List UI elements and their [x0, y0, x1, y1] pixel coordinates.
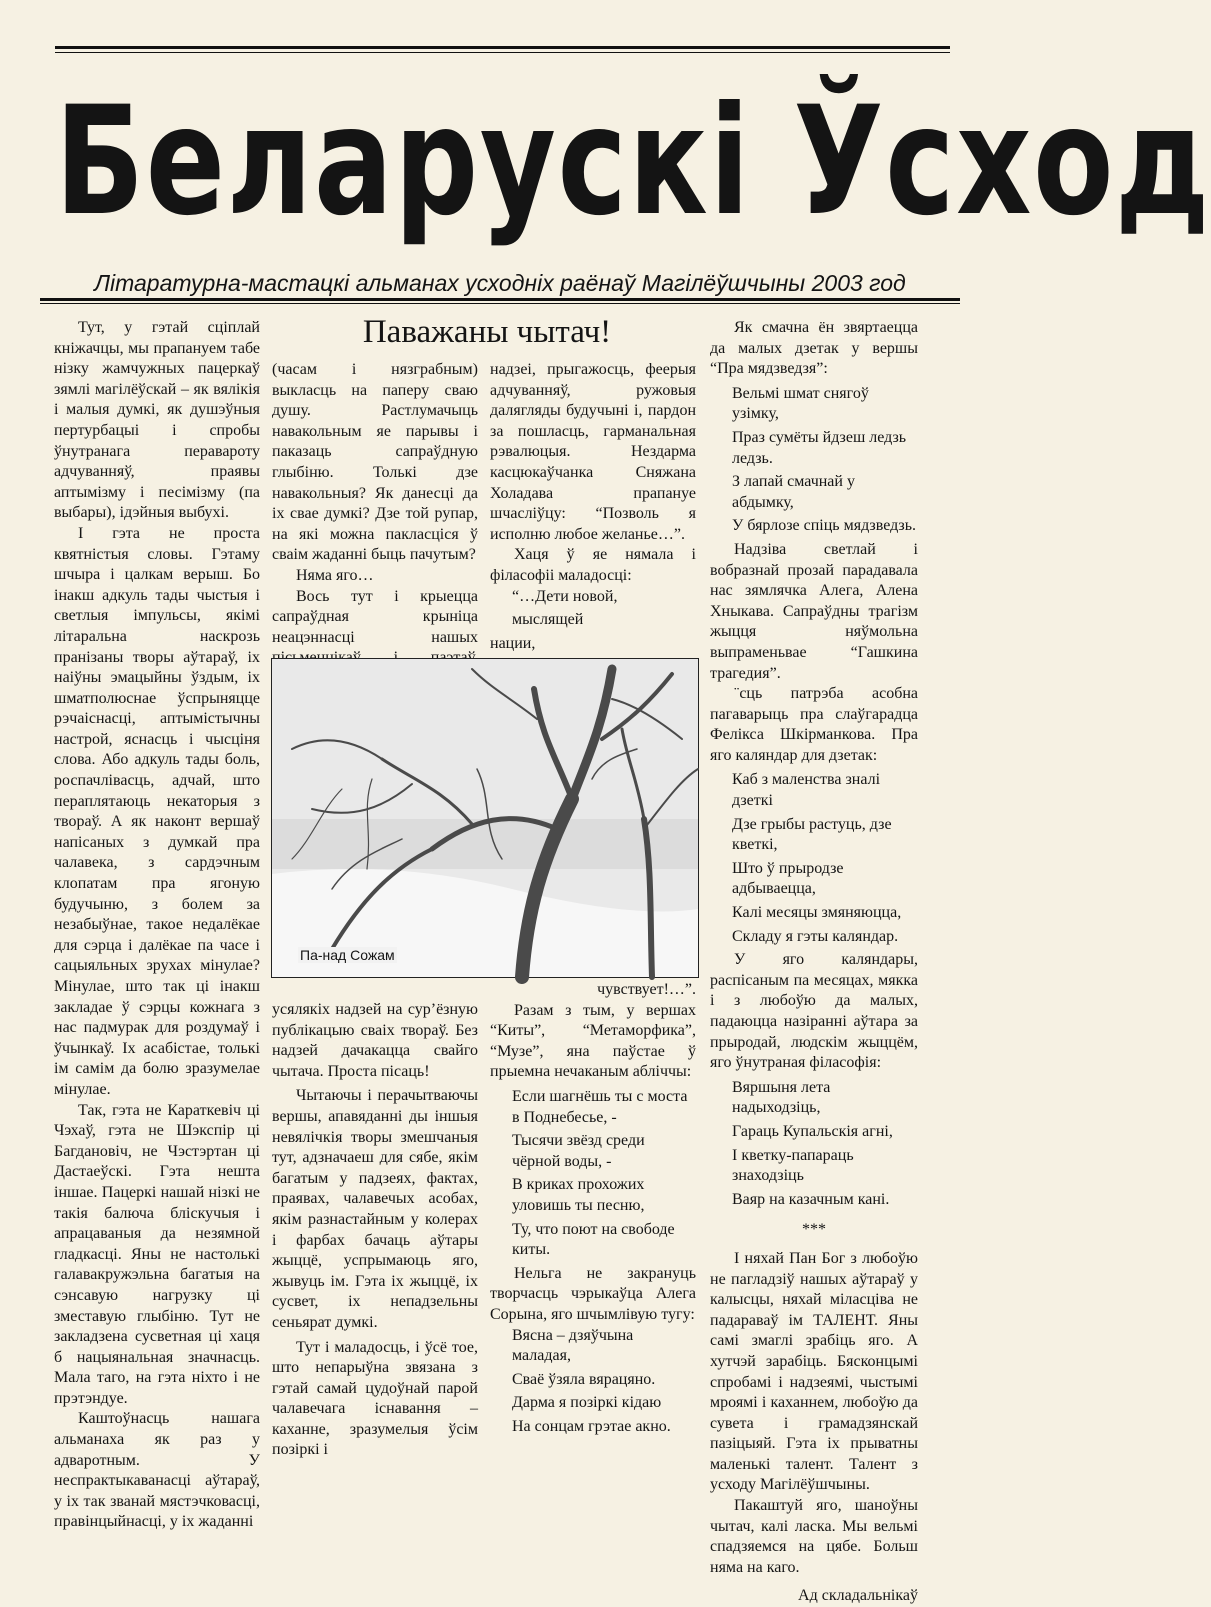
paragraph: ¨сць патрэба асобна пагаварыць пра слаўгарадца Фелікса Шкірманкова. Пра яго каляндар для дзетак:	[710, 685, 918, 764]
column-3-top	[490, 360, 696, 705]
paragraph: Каштоўнасць нашага альманаха як раз у адваротным. У неспрактыкаванасці аўтараў, у іх так званай мястэчковасці, правінцыйнасці, у іх жаданні	[54, 1410, 260, 1531]
masthead-subtitle: Літаратурна-мастацкі альманах усходніх раёнаў Магілёўшчыны 2003 год	[94, 270, 906, 296]
paragraph: Вось тут і крыецца сапраўдная крыніца неацэннасці нашых	[272, 587, 478, 646]
verse-line: чувствует!…”.	[597, 981, 696, 998]
winter-trees-image	[272, 659, 698, 977]
verse-line: Дзе грыбы растуць, дзе кветкі,	[732, 815, 892, 854]
verse-line: У бярлозе спіць мядзведзь.	[732, 517, 917, 535]
signature: Ад складальнікаў	[798, 1587, 918, 1605]
paragraph: У яго каляндары, распісаным па месяцах, мякка і з любоўю да малых, падаюцца назіранні аўтара за прыродай, людскім жыццём, яго ўнутраная філасофія:	[710, 951, 918, 1072]
paragraph: Як смачна ён звяртаецца да малых дзетак у вершы “Пра мядзведзя”:	[710, 319, 918, 378]
verse-line: І кветку-папараць знаходзіць	[732, 1146, 854, 1185]
paragraph: Тут, у гэтай сціплай кніжачцы, мы прапануем табе нізку жамчужных пацеркаў зямлі магілёўскай – як вялікія і малыя думкі, як душэўныя пертурбацыі і спробы ўнутранага перавароту адчуванняў, праявы аптымізму і песімізму (па выбары), ідэйныя выбухі.	[54, 319, 260, 522]
paragraph: Тут і маладосць, і ўсё тое, што непарыўна звязана з гэтай самай цудоўнай парой чалавечага існавання – каханне, зразумелыя ўсім позіркі і	[272, 1338, 478, 1459]
paragraph: І гэта не проста квятністыя словы. Гэтаму шчыра і цалкам верыш. Бо інакш адкуль тады чыстыя і светлыя імпульсы, якімі літаральна наскрозь пранізаны творы аўтараў, іх наіўны эмацыйны ўздым, іх шматполюснае ўспрыняцце рэчаіснасці, аптымістычны настрой, яснасць і чысціня слова. Або адкуль тады боль, роспачлівасць, адчай, што пераплятаюць некаторыя з твораў. А як наконт вершаў напісаных з думкай пра чалавека, з сардэчным клопатам пра ягоную будучыню, з болем за незабыўнае, такое недалёкае для сэрца і далёкае па часе і сацыяльных зрухах мінулае? Мінулае, што так ці інакш закладае ў сэрцы кожнага з нас падмурак для роздумаў і ўчынкаў. Іх асабістае, толькі ім самім да болю зразумелае мінулае.	[54, 524, 260, 1098]
verse-line: Каб з маленства зналі дзеткі	[732, 771, 881, 810]
verse-line: Тысячи звёзд среди чёрной воды, -	[512, 1132, 645, 1170]
verse-line: Гараць Купальскія агні,	[732, 1122, 893, 1140]
section-divider: ***	[802, 1221, 826, 1239]
paragraph: Надзіва светлай і вобразнай прозай парадавала нас зямлячка Алега, Алена Хныкава. Сапраўдны трагізм жыцця няўмольна выпраменьвае “Гашкина трагедия”.	[710, 540, 918, 682]
verse-line: Дарма я позіркі кідаю	[512, 1394, 662, 1412]
article-heading: Паважаны чытач!	[362, 314, 612, 350]
column-2-bottom	[272, 1000, 478, 1461]
masthead-title: Беларускі Ўсход	[55, 75, 1211, 249]
paragraph: Чытаючы і перачытваючы вершы, апавяданні ды іншыя невялічкія творы змешчаныя тут, адзначаеш для сябе, якім багатым у падзеях, фактах, праявах, чалавечых асобах, якім разнастайным у колерах і фарбах бачаць аўтары жыццё, успрымаюць яго, жывуць ім. Гэта іх жыццё, іх сусвет, іх непадзельны сеньярат думкі.	[272, 1087, 478, 1331]
verse-line: Ваяр на казачным кані.	[732, 1190, 890, 1208]
subtitle-rule-thin	[40, 303, 960, 304]
column-1	[54, 318, 260, 1533]
verse-line: Вяршыня лета надыходзіць,	[732, 1078, 831, 1117]
top-rule-thin	[55, 52, 950, 53]
paragraph: Нельга не закрануць творчасць чэрыкаўца Алега Сорына, яго шчымлівую тугу:	[490, 1264, 696, 1323]
verse-line: Што ў прыродзе адбываецца,	[732, 859, 844, 898]
column-3-bottom	[490, 980, 696, 1440]
paragraph: Няма яго…	[296, 566, 374, 584]
paragraph: надзеі, прыгажосць, феерыя адчуванняў, ружовыя далягляды будучыні і, пардон за пошласць, гарманальная рэвалюцыя. Нездарма касцюкаўчанка Сняжана Холадава прапануе шчасліўцу: “Позволь я исполню любое желанье…”.	[490, 361, 696, 543]
paragraph: усялякіх надзей на сур’ёзную публікацыю сваіх твораў. Без надзей дачакацца свайго чытача. Проста пісаць!	[272, 1001, 478, 1080]
verse-line: нации,	[490, 634, 536, 652]
subtitle-rule-thick	[40, 298, 960, 301]
paragraph: (часам і нязграбным) выкласць на паперу сваю душу. Растлумачыць навакольным яе парывы і паказаць сапраўдную глыбіню. Толькі дзе навакольныя? Як данесці да іх свае думкі? Дзе той рупар, на які можна пакласціся ў сваім жаданні быць пачутым?	[272, 361, 478, 564]
verse-line: Вельмі шмат снягоў узімку,	[732, 384, 869, 423]
paragraph: Разам з тым, у вершах “Киты”, “Метаморфика”, “Музе”, яна паўстае ў прыемна нечаканым абліччы:	[490, 1001, 696, 1081]
verse-line: Сваё ўзяла вярацяно.	[512, 1370, 656, 1388]
column-4	[710, 318, 918, 1607]
verse-line: Калі месяцы змяняюцца,	[732, 904, 902, 922]
verse-line: В криках прохожих уловишь ты песню,	[512, 1176, 645, 1214]
verse-line: Праз сумёты йдзеш ледзь ледзь.	[732, 428, 907, 467]
paragraph: Так, гэта не Караткевіч ці Чэхаў, гэта не Шэкспір ці Багдановіч, не Чэстэртан ці Дастаеўскі. Гэта нешта іншае. Пацеркі нашай нізкі не такія балюча бліскучыя і апрацаваныя да незямной гладкасці. Яны не настолькі галавакружэльна багатыя на сэнсавую нагрузку ці зместавую глыбіню. Тут не закладзена сусветная ці хаця б нацыянальная значнасць. Мала таго, на гэта ніхто і не прэтэндуе.	[54, 1101, 260, 1407]
paragraph: Хаця ў яе нямала і філасофіі маладосці:	[490, 546, 696, 584]
paragraph: Пакаштуй яго, шаноўны чытач, калі ласка. Мы вельмі спадзяемся на цябе. Больш няма на каго.	[710, 1497, 918, 1576]
top-rule-thick	[55, 46, 950, 49]
winter-river-photo	[271, 658, 699, 978]
paragraph: І няхай Пан Бог з любоўю не пагладзіў нашых аўтараў у калысцы, няхай міласціва не падараваў ім ТАЛЕНТ. Яны самі змаглі зрабіць яго. А хутчэй зарабіць. Бясконцымі спробамі і надзеямі, чыстымі мроямі і каханнем, любоўю да сувета і грамадзянскай пазіцыяй. Гэта іх прыватны маленькі талент. Талент з усходу Магілёўшчыны.	[710, 1249, 918, 1494]
verse-line: мыслящей	[512, 611, 584, 629]
verse-line: Вясна – дзяўчына маладая,	[512, 1326, 634, 1365]
verse-line: “…Дети новой,	[512, 587, 618, 605]
verse-line: Если шагнёшь ты с моста в Поднебесье, -	[512, 1087, 688, 1126]
verse-line: Ту, что поют на свободе киты.	[512, 1220, 675, 1259]
verse-line: З лапай смачнай у абдымку,	[732, 473, 855, 511]
verse-line: На сонцам грэтае акно.	[512, 1417, 671, 1435]
verse-line: Складу я гэты каляндар.	[732, 927, 899, 945]
photo-caption: Па-над Сожам	[300, 947, 395, 963]
